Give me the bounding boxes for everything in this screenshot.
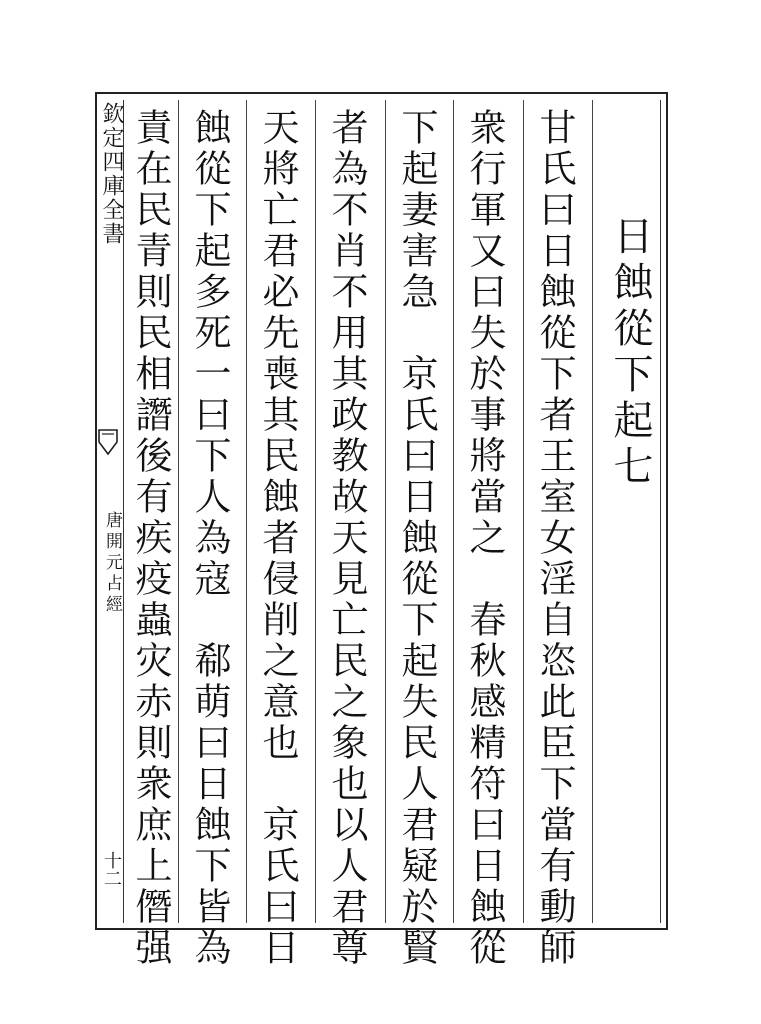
book-title: 欽定四庫全書 <box>99 102 124 246</box>
text-column-1: 甘氏曰日蝕從下者王室女淫自恣此臣下當有動師 <box>533 108 576 969</box>
text-column-2: 衆行軍又曰失於事將當之 春秋感精符曰日蝕從 <box>463 108 506 969</box>
column-divider <box>523 100 524 923</box>
text-column-6: 蝕從下起多死一曰下人為寇 郗萌曰日蝕下皆為 <box>188 108 231 969</box>
column-divider <box>453 100 454 923</box>
fishtail-mark-icon <box>98 428 118 456</box>
text-column-4: 者為不肖不用其政教故天見亡民之象也以人君尊 <box>325 108 368 969</box>
page-margin-strip <box>96 96 122 926</box>
column-divider <box>246 100 247 923</box>
column-divider <box>315 100 316 923</box>
text-column-7: 責在民青則民相譖後有疾疫蟲灾赤則衆庶上僭强 <box>129 108 172 969</box>
text-column-3: 下起妻害急 京氏曰日蝕從下起失民人君疑於賢 <box>395 108 438 969</box>
section-title: 日蝕從下起七 <box>607 215 653 491</box>
column-divider <box>592 100 593 923</box>
page-number: 十二 <box>101 851 122 887</box>
text-column-5: 天將亡君必先喪其民蝕者侵削之意也 京氏曰日 <box>256 108 299 969</box>
book-subtitle: 唐開元占經 <box>102 511 122 616</box>
column-divider <box>178 100 179 923</box>
column-divider <box>385 100 386 923</box>
